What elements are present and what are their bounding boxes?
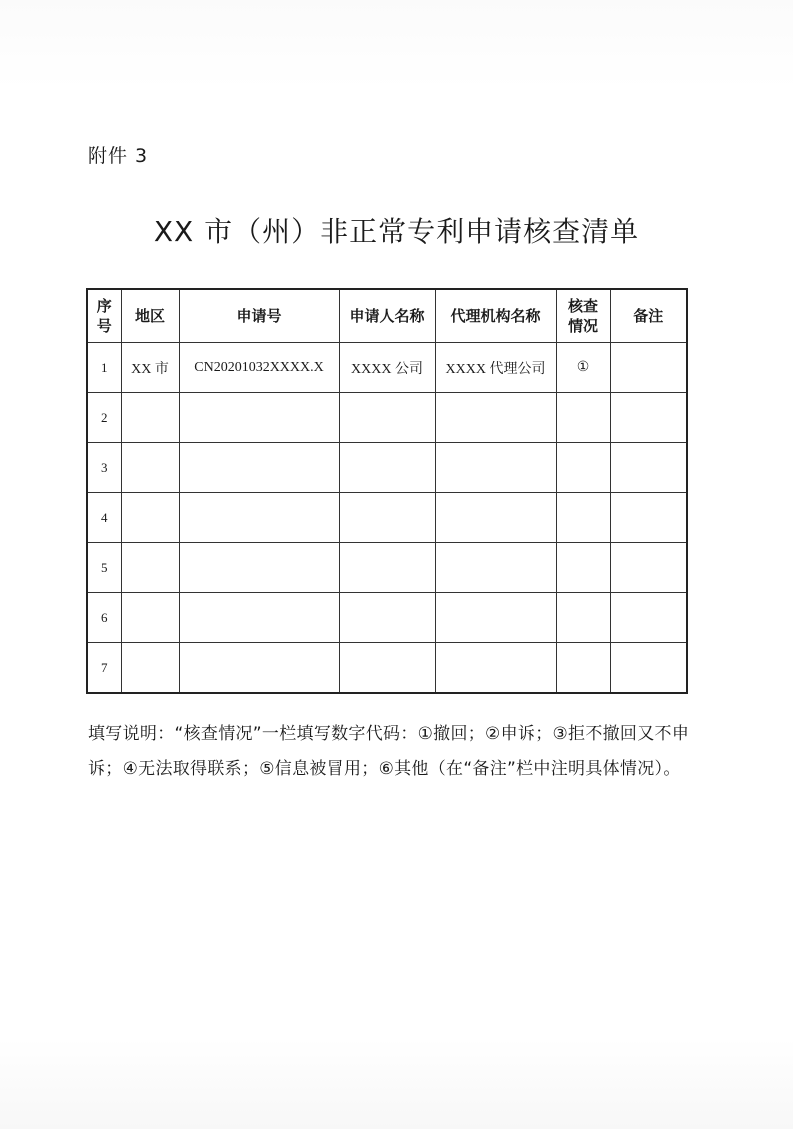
cell-region [121,643,179,694]
cell-remark [610,393,687,443]
cell-applicant-name [339,393,435,443]
cell-seq: 7 [87,643,121,694]
cell-check-status [556,543,610,593]
table-row [87,393,687,443]
filling-instructions: 填写说明：“核查情况”一栏填写数字代码：①撤回；②申诉；③拒不撤回又不申诉；④无法取得联系；⑤信息被冒用；⑥其他（在“备注”栏中注明具体情况）。 [88,724,690,779]
attachment-label: 附件 3 [88,145,149,167]
cell-application-number [179,593,339,643]
cell-region [121,493,179,543]
cell-applicant-name [339,643,435,694]
cell-seq: 3 [87,443,121,493]
cell-remark [610,343,687,393]
cell-check-status: ① [556,343,610,393]
cell-agency-name [435,543,556,593]
cell-agency-name [435,593,556,643]
cell-applicant-name [339,593,435,643]
cell-application-number [179,443,339,493]
header-region: 地区 [121,289,179,343]
cell-check-status [556,393,610,443]
cell-applicant-name [339,543,435,593]
cell-remark [610,493,687,543]
cell-seq: 5 [87,543,121,593]
cell-region [121,543,179,593]
document-title: XX 市（州）非正常专利申请核查清单 [153,215,640,248]
cell-remark [610,443,687,493]
cell-agency-name: XXXX 代理公司 [435,343,556,393]
cell-application-number [179,543,339,593]
cell-check-status [556,493,610,543]
cell-agency-name [435,443,556,493]
cell-seq: 4 [87,493,121,543]
cell-application-number [179,393,339,443]
cell-check-status [556,443,610,493]
cell-seq: 1 [87,343,121,393]
cell-application-number: CN20201032XXXX.X [179,343,339,393]
cell-applicant-name [339,443,435,493]
cell-agency-name [435,493,556,543]
header-applicant-name: 申请人名称 [339,289,435,343]
header-application-number: 申请号 [179,289,339,343]
table-row [87,493,687,543]
header-seq: 序号 [87,289,121,343]
table-row [87,443,687,493]
cell-applicant-name [339,493,435,543]
cell-region: XX 市 [121,343,179,393]
cell-check-status [556,643,610,694]
cell-remark [610,643,687,694]
table-row [87,343,687,393]
header-agency-name: 代理机构名称 [435,289,556,343]
cell-application-number [179,493,339,543]
cell-region [121,393,179,443]
table-row [87,643,687,694]
cell-agency-name [435,643,556,694]
cell-remark [610,593,687,643]
cell-agency-name [435,393,556,443]
cell-application-number [179,643,339,694]
header-check-status: 核查情况 [556,289,610,343]
cell-applicant-name: XXXX 公司 [339,343,435,393]
header-remark: 备注 [610,289,687,343]
table-header-row [87,289,687,343]
cell-check-status [556,593,610,643]
patent-check-table [86,288,688,694]
cell-seq: 6 [87,593,121,643]
cell-seq: 2 [87,393,121,443]
table-row [87,543,687,593]
cell-remark [610,543,687,593]
cell-region [121,593,179,643]
cell-region [121,443,179,493]
table-row [87,593,687,643]
